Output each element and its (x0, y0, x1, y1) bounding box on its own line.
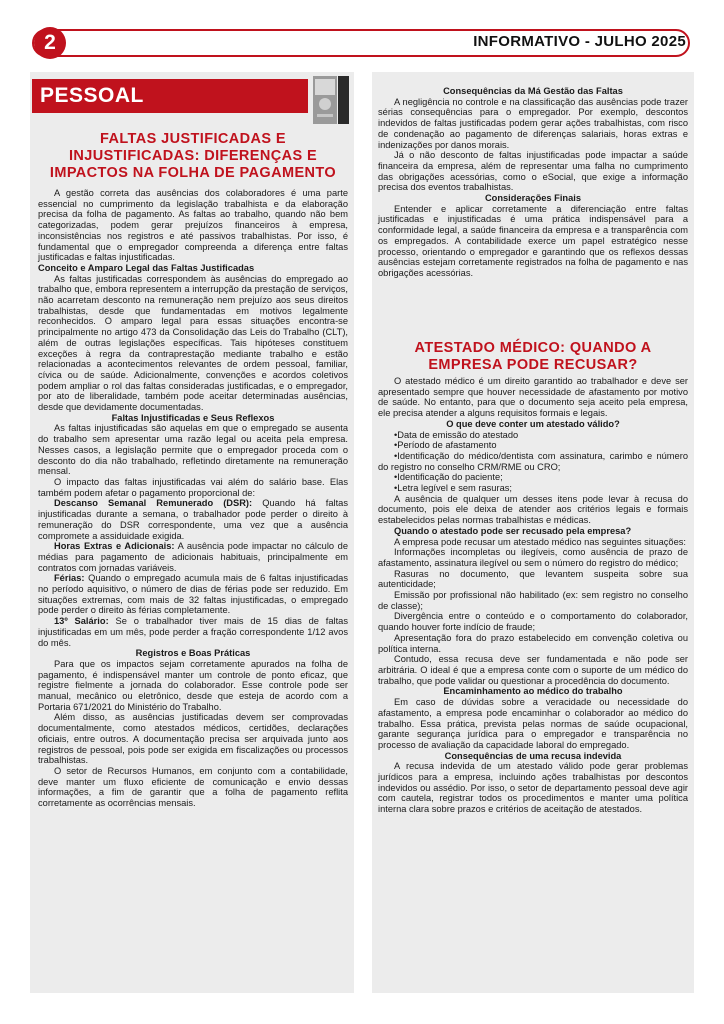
subheading: Quando o atestado pode ser recusado pela empresa? (394, 525, 632, 536)
paragraph: Além disso, as ausências justificadas devem ser comprovadas documentalmente, como atestados médicos, certidões, declarações oficiais, entre outros. A documentação precisa ser arquivada junto aos registros de pessoal, pois pode ser exigida em fiscalizações ou processos trabalhistas. (38, 712, 348, 766)
term-label: Horas Extras e Adicionais: (54, 541, 175, 552)
subheading: Conceito e Amparo Legal das Faltas Justificadas (38, 262, 255, 273)
left-article-body (38, 188, 348, 809)
page-number: 2 (34, 27, 66, 59)
paragraph: A recusa indevida de um atestado válido pode gerar problemas jurídicos para a empresa, incluindo ações trabalhistas por descontos indevidos ou assédio. Por isso, o setor de departamento pessoal deve agir com cautela, registrar todos os procedimentos e manter uma política interna clara sobre prazos e critérios de aceitação de atestados. (378, 761, 688, 815)
list-item: •Identificação do médico/dentista com assinatura, carimbo e número do registro no conselho CRM/RME ou CRO; (378, 450, 688, 472)
paragraph: O impacto das faltas injustificadas vai além do salário base. Elas também podem afetar o pagamento proporcional de: (38, 476, 348, 498)
subheading: Consequências da Má Gestão das Faltas (443, 86, 623, 96)
section-label: PESSOAL (40, 84, 144, 107)
paragraph: Para que os impactos sejam corretamente apurados na folha de pagamento, é indispensável manter um controle de ponto eficaz, que registre fielmente a jornada do colaborador. Esse controle pode ser manual, mecânico ou eletrônico, desde que esteja de acordo com a Portaria 671/2021 do Ministério do Trabalho. (38, 658, 348, 712)
paragraph: O setor de Recursos Humanos, em conjunto com a contabilidade, deve manter um fluxo eficiente de comunicação e envio dessas informações, a fim de garantir que a folha de pagamento reflita corretamente as ocorrências mensais. (38, 765, 348, 809)
paragraph: As faltas injustificadas são aquelas em que o empregado se ausenta do trabalho sem apresentar uma razão legal ou aceita pela empresa. Nesses casos, a legislação permite que o empregador proceda com o desconto do dia não trabalhado, refletindo diretamente na remuneração mensal. (38, 423, 348, 477)
newsletter-title: INFORMATIVO - JULHO 2025 (473, 33, 686, 50)
paragraph: Em caso de dúvidas sobre a veracidade ou necessidade do afastamento, a empresa pode encaminhar o colaborador ao médico do trabalho. Essa prática, prevista pelas normas de saúde ocupacional, garante segurança jurídica para o empregador e transparência no processo de avaliação da capacidade laboral do empregado. (378, 697, 688, 750)
list-item: Apresentação fora do prazo estabelecido em convenção coletiva ou política interna. (378, 632, 688, 654)
term-label: 13º Salário: (54, 616, 109, 627)
subheading: Faltas Injustificadas e Seus Reflexos (111, 412, 275, 423)
paragraph-13-salario (38, 616, 348, 648)
list-item: Informações incompletas ou ilegíveis, como ausência de prazo de afastamento, assinatura ilegível ou sem o número do registro do médico; (378, 547, 688, 568)
subheading: Considerações Finais (484, 193, 582, 204)
paragraph: Contudo, essa recusa deve ser fundamentada e não pode ser arbitrária. O ideal é que a empresa conte com o suporte de um médico do trabalho, que pode validar ou questionar a procedência do documento. (378, 654, 688, 686)
subheading: Registros e Boas Práticas (135, 648, 251, 659)
term-text: A ausência pode impactar no cálculo de médias para pagamento de adicionais habituais, principalmente em contratos com jornadas variáveis. (38, 541, 348, 573)
list-item: •Identificação do paciente; (394, 472, 503, 483)
subheading: O que deve conter um atestado válido? (446, 418, 620, 429)
paragraph: Já o não desconto de faltas injustificadas pode impactar a saúde financeira da empresa, além de representar uma falha no cumprimento das obrigações acessórias, como o eSocial, que exige a informação precisa dos eventos trabalhistas. (378, 150, 688, 193)
list-item: •Letra legível e sem rasuras; (394, 483, 512, 494)
subheading: Consequências de uma recusa indevida (444, 750, 622, 761)
ctps-badge-text: CTPS (355, 90, 363, 110)
article-title-faltas: FALTAS JUSTIFICADAS E INJUSTIFICADAS: DIFERENÇAS E IMPACTOS NA FOLHA DE PAGAMENTO (49, 131, 337, 181)
paragraph-horas-extras (38, 541, 348, 573)
paragraph: Entender e aplicar corretamente a diferenciação entre faltas justificadas e injustificadas é uma prática indispensável para a conformidade legal, a saúde financeira da empresa e a transparência com os empregados. A contabilidade exerce um papel estratégico nesse processo, orientando o empregador e garantindo que os reflexos dessas ausências estejam corretamente registrados na folha de pagamento e nas obrigações acessórias. (378, 203, 688, 278)
term-text: Se o trabalhador tiver mais de 15 dias de faltas injustificadas em um mês, pode perder a fração correspondente 1/12 avos do mês. (38, 616, 348, 648)
paragraph: A ausência de qualquer um desses itens pode levar à recusa do documento, pois ele deixa de atender aos critérios legais e formais estabelecidos pelas normas trabalhistas e médicas. (378, 493, 688, 526)
paragraph-dsr (38, 498, 348, 541)
term-label: Férias: (54, 573, 85, 584)
paragraph: A gestão correta das ausências dos colaboradores é uma parte essencial no cumprimento da legislação trabalhista e da elaboração precisa da folha de pagamento. As faltas ao trabalho, quando não bem categorizadas, podem gerar prejuízos financeiros à empresa, inconsistências nos registros e até passivos trabalhistas. Por isso, é fundamental que o empregador compreenda a diferença entre faltas justificadas e faltas injustificadas. (38, 188, 348, 263)
list-item: Divergência entre o conteúdo e o comportamento do colaborador, quando houver forte indício de fraude; (378, 611, 688, 633)
list-item: Rasuras no documento, que levantem suspeita sobre sua autenticidade; (378, 568, 688, 590)
article-title-atestado: ATESTADO MÉDICO: QUANDO A EMPRESA PODE RECUSAR? (414, 340, 652, 373)
list-item: •Período de afastamento (394, 440, 497, 451)
paragraph: A empresa pode recusar um atestado médico nas seguintes situações: (394, 536, 686, 547)
list-item: Emissão por profissional não habilitado (ex: sem registro no conselho de classe); (378, 590, 688, 611)
term-label: Descanso Semanal Remunerado (DSR): (54, 498, 253, 509)
term-text: Quando há faltas injustificadas durante a semana, o trabalhador pode perder o direito à remuneração do DSR correspondente, uma vez que a ausência compromete a assiduidade exigida. (38, 498, 348, 541)
right-article-body (378, 376, 688, 815)
subheading: Encaminhamento ao médico do trabalho (443, 686, 623, 697)
paragraph: A negligência no controle e na classificação das ausências pode trazer sérias consequências para o empregador. Por exemplo, descontos indevidos de faltas justificadas podem gerar ações trabalhistas, com risco de condenação ao pagamento de diferenças salariais, horas extras e indenizações por danos morais. (378, 96, 688, 150)
paragraph: O atestado médico é um direito garantido ao trabalhador e deve ser apresentado sempre que houver necessidade de afastamento por motivo de saúde. No entanto, para que o documento seja aceito pela empresa, ele precisa atender a alguns requisitos formais e legais. (378, 376, 688, 419)
term-text: Quando o empregado acumula mais de 6 faltas injustificadas no período aquisitivo, o número de dias de férias pode ser reduzido. Em situações extremas, com mais de 32 faltas injustificadas, o empregado pode perder o direito às férias completamente. (38, 573, 348, 616)
paragraph: As faltas justificadas correspondem às ausências do empregado ao trabalho que, embora representem a interrupção da prestação de serviços, não acarretam desconto na remuneração nem prejuízo aos seus direitos trabalhistas, desde que fundamentadas em motivos legalmente reconhecidos. O amparo legal para essas situações encontra-se principalmente no artigo 473 da Consolidação das Leis do Trabalho (CLT), além de outras legislações específicas. Tais hipóteses constituem exceções à regra da contraprestação mediante trabalho e estão relacionadas a acontecimentos relevantes de ordem pessoal, familiar, cívica ou de saúde. Adicionalmente, convenções e acordos coletivos podem ampliar o rol das faltas consideradas justificadas, e o empregador, por ato de liberalidade, também pode aceitar determinadas ausências, desde que devidamente documentadas. (38, 273, 348, 413)
right-article-continuation (378, 86, 688, 279)
paragraph-ferias (38, 573, 348, 616)
ctps-booklet-icon (312, 74, 363, 126)
list-item: •Data de emissão do atestado (394, 429, 519, 440)
